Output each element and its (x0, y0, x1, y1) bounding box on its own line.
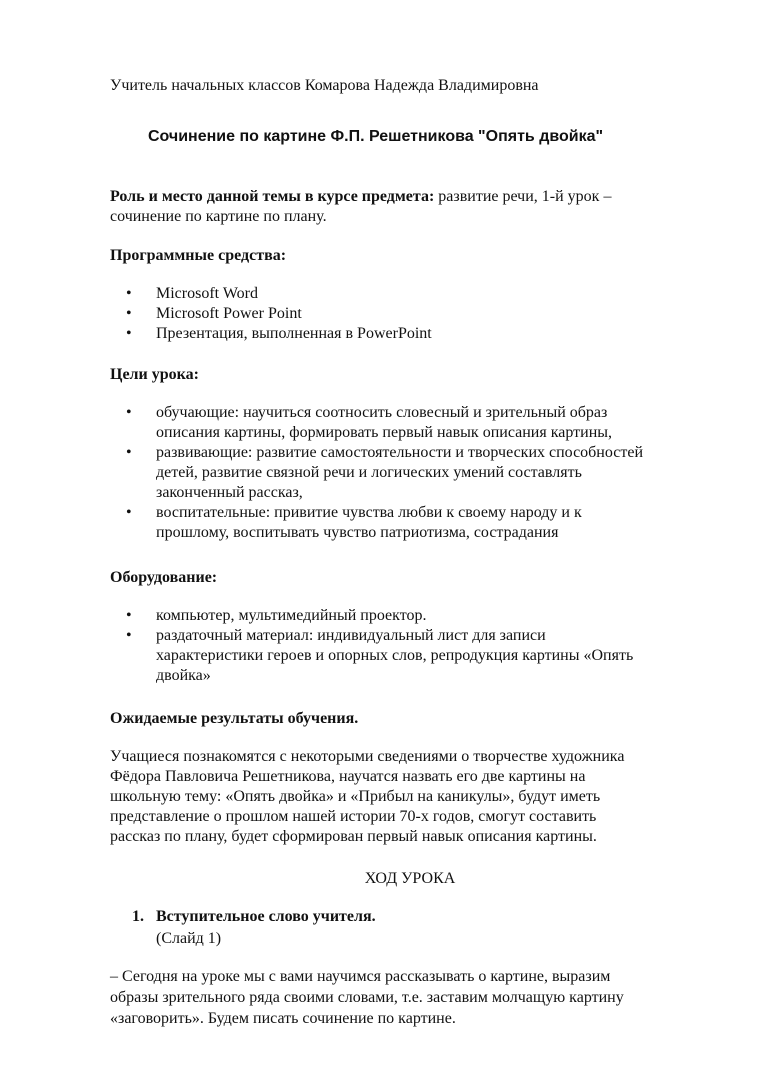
results-line: Учащиеся познакомятся с некоторыми сведениями о творчестве художника (110, 748, 625, 765)
list-item: • обучающие: научиться соотносить словесный и зрительный образ описания картины, формировать первый навык описания картины, (110, 403, 643, 443)
list-item: • Презентация, выполненная в PowerPoint (110, 324, 432, 344)
role-text-2: сочинение по картине по плану. (110, 208, 327, 225)
list-item: • раздаточный материал: индивидуальный лист для записи характеристики героев и опорных слов, репродукция картины «Опять двойка» (110, 626, 633, 686)
results-heading: Ожидаемые результаты обучения. (110, 710, 359, 727)
lesson-step (110, 907, 710, 947)
lesson-heading: ХОД УРОКА (364, 870, 456, 887)
list-item: • компьютер, мультимедийный проектор. (110, 606, 633, 626)
list-item: • развивающие: развитие самостоятельности и творческих способностей детей, развитие связной речи и логических умений составлять законченный рассказ, (110, 443, 643, 503)
role-paragraph (110, 187, 611, 207)
step-slide: (Слайд 1) (156, 930, 222, 947)
goals-heading: Цели урока: (110, 366, 199, 383)
step-number: 1. (132, 908, 144, 925)
results-line: Фёдора Павловича Решетникова, научатся назвать его две картины на (110, 768, 586, 785)
role-text-1: развитие речи, 1-й урок – (434, 188, 612, 205)
equipment-list (110, 606, 633, 686)
software-heading: Программные средства: (110, 247, 287, 264)
intro-line: «заговорить». Будем писать сочинение по картине. (110, 1010, 456, 1027)
author-line: Учитель начальных классов Комарова Надежда Владимировна (110, 77, 539, 94)
role-label: Роль и место данной темы в курсе предмета: (110, 188, 435, 205)
results-line: представление о прошлом нашей истории 70-х годов, смогут составить (110, 808, 597, 825)
results-line: рассказ по плану, будет сформирован первый навык описания картины. (110, 828, 597, 845)
step-title: Вступительное слово учителя. (156, 908, 376, 925)
document-title: Сочинение по картине Ф.П. Решетникова "Опять двойка" (148, 128, 604, 145)
equipment-heading: Оборудование: (110, 569, 218, 586)
software-list (110, 284, 432, 344)
list-item: • Microsoft Power Point (110, 304, 432, 324)
intro-line: образы зрительного ряда своими словами, т.е. заставим молчащую картину (110, 989, 624, 1006)
intro-line: – Сегодня на уроке мы с вами научимся рассказывать о картине, выразим (110, 968, 611, 985)
list-item: • воспитательные: привитие чувства любви к своему народу и к прошлому, воспитывать чувство патриотизма, сострадания (110, 503, 643, 543)
results-line: школьную тему: «Опять двойка» и «Прибыл на каникулы», будут иметь (110, 788, 601, 805)
goals-list (110, 403, 643, 543)
list-item: • Microsoft Word (110, 284, 432, 304)
